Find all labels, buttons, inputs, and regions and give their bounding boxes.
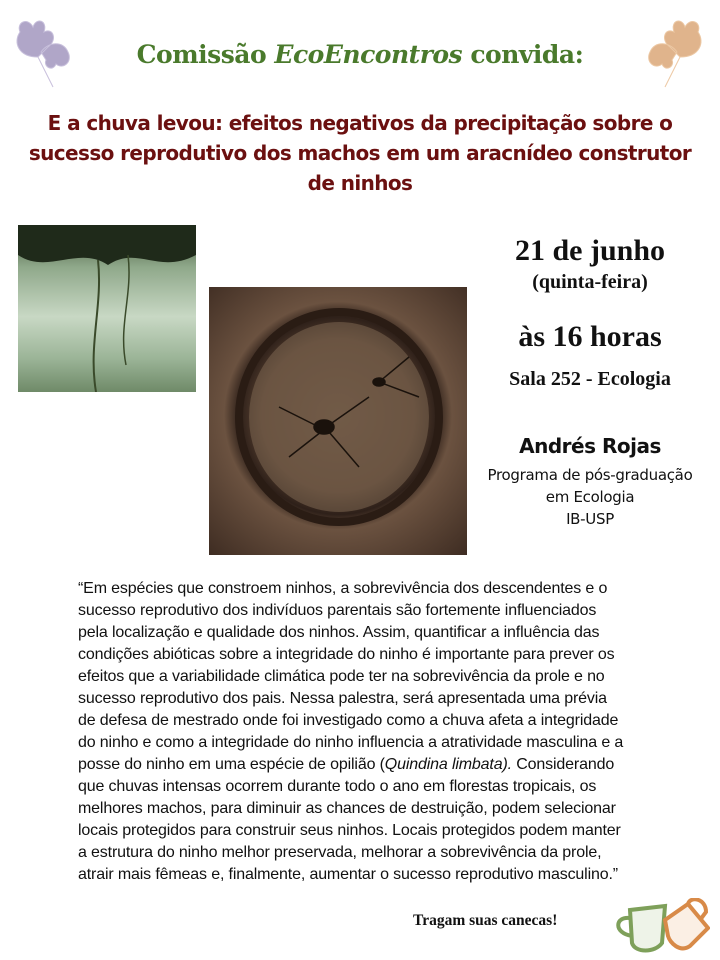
closing-note: Tragam suas canecas! [413, 912, 558, 929]
nest-spider-photo [209, 287, 467, 555]
abstract-line: pela localização e qualidade dos ninhos. Assim, quantificar a influência das [78, 624, 600, 641]
mugs-icon [610, 898, 710, 953]
abstract [78, 578, 718, 886]
abstract-text: Considerando [511, 756, 615, 773]
affiliation-line: em Ecologia [545, 488, 635, 506]
speaker-affiliation [470, 464, 710, 530]
abstract-line: do ninho e como a integridade do ninho influencia a atratividade masculina e a [78, 734, 624, 751]
abstract-line: melhores machos, para diminuir as chances de destruição, podem selecionar [78, 800, 616, 817]
abstract-line: de defesa de mestrado onde foi investigado como a chuva afeta a integridade [78, 712, 619, 729]
abstract-line: efeitos que a variabilidade climática pode ter na sobrevivência da prole e no [78, 668, 605, 685]
abstract-line: atrair mais fêmeas e, finalmente, aumentar o sucesso reprodutivo masculino.” [78, 866, 618, 883]
abstract-line: “Em espécies que constroem ninhos, a sobrevivência dos descendentes e o [78, 580, 608, 597]
abstract-line: que chuvas intensas ocorrem durante todo o ano em florestas tropicais, os [78, 778, 597, 795]
abstract-line: sucesso reprodutivo dos pais. Nessa palestra, será apresentada uma prévia [78, 690, 607, 707]
rain-forest-photo [18, 225, 196, 392]
event-weekday: (quinta-feira) [532, 271, 648, 293]
affiliation-line: Programa de pós-graduação [487, 466, 693, 484]
event-time: às 16 horas [518, 320, 662, 353]
affiliation-line: IB-USP [566, 510, 614, 528]
abstract-line: sucesso reprodutivo dos indivíduos parentais são fortemente influenciados [78, 602, 597, 619]
header-brand: EcoEncontros [274, 40, 463, 69]
abstract-line: condições abióticas sobre a integridade do ninho é importante para prever os [78, 646, 615, 663]
abstract-line [78, 754, 718, 776]
event-room: Sala 252 - Ecologia [509, 368, 671, 390]
species-name: Quindina limbata). [384, 756, 512, 773]
talk-title: E a chuva levou: efeitos negativos da precipitação sobre o sucesso reprodutivo dos machos em um aracnídeo construtor de ninhos [28, 111, 692, 195]
abstract-text: posse do ninho em uma espécie de opilião ( [78, 756, 385, 773]
header-title [0, 40, 720, 69]
abstract-line: a estrutura do ninho melhor preservada, melhorar a sobrevivência da prole, [78, 844, 602, 861]
event-date: 21 de junho [514, 234, 666, 267]
abstract-line: locais protegidos para construir seus ninhos. Locais protegidos podem manter [78, 822, 621, 839]
speaker-name: Andrés Rojas [519, 434, 661, 458]
header-suffix: convida: [462, 40, 584, 69]
header-prefix: Comissão [136, 40, 275, 69]
